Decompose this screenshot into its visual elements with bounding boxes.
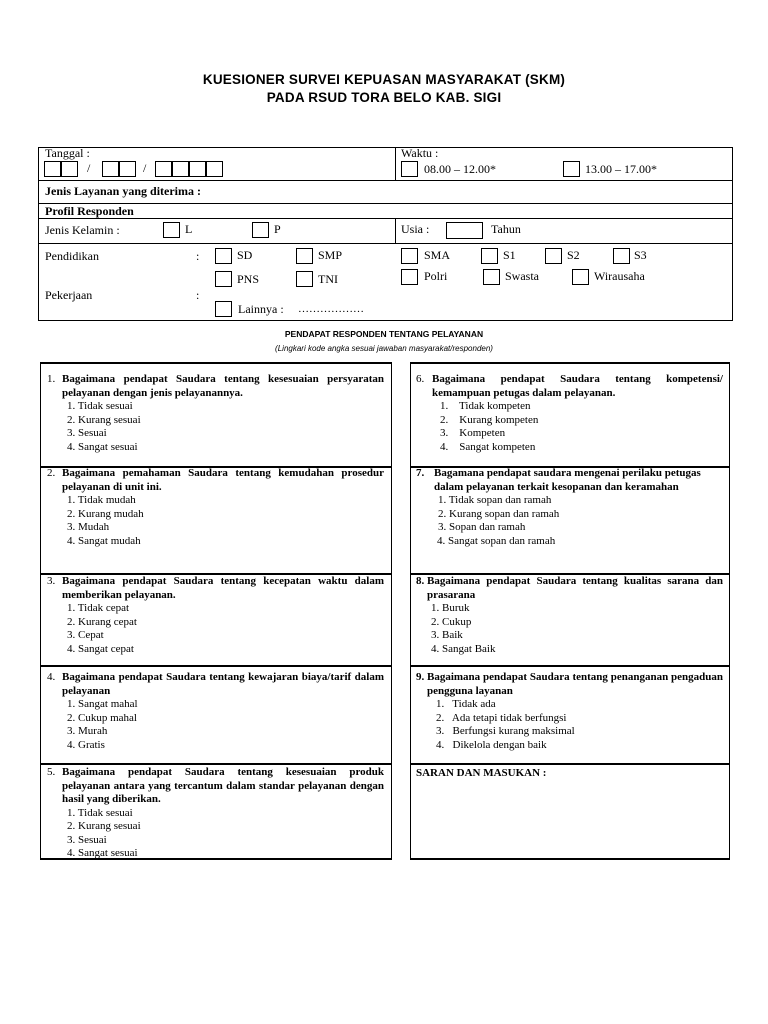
pekerjaan-option: Swasta — [505, 269, 539, 283]
usia-unit: Tahun — [491, 222, 521, 236]
pendidikan-s3-checkbox[interactable] — [613, 248, 630, 264]
question-number: 7. — [416, 467, 425, 479]
question-1 — [47, 373, 384, 454]
answer-option[interactable]: 1. Sangat mahal — [67, 698, 138, 710]
pekerjaan-swasta-checkbox[interactable] — [483, 269, 500, 285]
answer-option[interactable]: 3. Sesuai — [67, 833, 107, 846]
answer-option[interactable]: 2. Cukup mahal — [67, 711, 137, 724]
date-year-box-4[interactable] — [206, 161, 223, 177]
pendidikan-option: SMA — [424, 248, 451, 262]
answer-option[interactable]: 3. Berfungsi kurang maksimal — [436, 725, 575, 737]
gender-l-label: L — [185, 222, 193, 236]
form-title-line1: KUESIONER SURVEI KEPUASAN MASYARAKAT (SKM) — [202, 72, 566, 87]
answer-option[interactable]: 2. Kurang cepat — [67, 615, 137, 628]
question-9 — [416, 671, 723, 752]
answer-option[interactable]: 1. Tidak mudah — [67, 494, 136, 506]
pekerjaan-lainnya-checkbox[interactable] — [215, 301, 232, 317]
question-6 — [416, 373, 723, 454]
pendidikan-option: S2 — [567, 248, 580, 262]
answer-option[interactable]: 1. Buruk — [431, 602, 470, 614]
date-year-box-2[interactable] — [172, 161, 189, 177]
gender-p-checkbox[interactable] — [252, 222, 269, 238]
usia-label: Usia : — [401, 222, 430, 236]
pendidikan-sd-checkbox[interactable] — [215, 248, 232, 264]
date-month-box-1[interactable] — [102, 161, 119, 177]
jenis-kelamin-label: Jenis Kelamin : — [45, 223, 120, 237]
answer-option[interactable]: 4. Sangat sopan dan ramah — [437, 534, 556, 547]
question-3 — [47, 575, 384, 656]
question-number: 2. — [47, 467, 56, 479]
answer-option[interactable]: 3. Sesuai — [67, 427, 107, 439]
pendidikan-smp-checkbox[interactable] — [296, 248, 313, 264]
question-7 — [416, 467, 706, 548]
question-text: Bagaimana pendapat Saudara tentang penanganan pengaduan pengguna layanan — [427, 671, 723, 697]
pendidikan-sma-checkbox[interactable] — [401, 248, 418, 264]
answer-option[interactable]: 1. Tidak sopan dan ramah — [438, 494, 552, 506]
answer-option[interactable]: 3. Sopan dan ramah — [438, 521, 526, 533]
question-5 — [47, 766, 384, 861]
pendidikan-label: Pendidikan — [45, 249, 99, 263]
date-year-box-3[interactable] — [189, 161, 206, 177]
waktu-option-2: 13.00 – 17.00* — [585, 162, 657, 176]
pendidikan-option: SD — [237, 248, 253, 262]
pekerjaan-option: Polri — [424, 269, 448, 283]
question-number: 8. — [416, 575, 425, 587]
answer-option[interactable]: 3. Mudah — [67, 521, 110, 533]
question-text: Bagaimana pendapat Saudara tentang kesesuaian persyaratan pelayanan dengan jenis pelayanannya. — [62, 373, 384, 399]
question-4 — [47, 671, 384, 752]
question-8 — [416, 575, 723, 656]
answer-option[interactable]: 1. Tidak sesuai — [67, 806, 133, 819]
question-text: Bagaimana pendapat Saudara tentang kualitas sarana dan prasarana — [427, 575, 723, 601]
usia-input[interactable] — [446, 222, 483, 239]
date-month-box-2[interactable] — [119, 161, 136, 177]
answer-option[interactable]: 4. Sangat sesuai — [67, 847, 138, 859]
question-text: Bagaimana pendapat Saudara tentang kewajaran biaya/tarif dalam pelayanan — [62, 671, 384, 697]
lainnya-label: Lainnya : — [238, 302, 284, 316]
question-text: Bagaimana pendapat Saudara tentang kecepatan waktu dalam memberikan pelayanan. — [62, 575, 384, 601]
date-separator: / — [143, 161, 147, 175]
answer-option[interactable]: 4. Sangat sesuai — [67, 440, 138, 453]
answer-option[interactable]: 2. Kurang sesuai — [67, 413, 141, 426]
question-number: 6. — [416, 373, 425, 385]
saran-masukan-label: SARAN DAN MASUKAN : — [416, 767, 547, 779]
waktu-checkbox-1[interactable] — [401, 161, 418, 177]
tanggal-label: Tanggal : — [45, 146, 90, 160]
gender-l-checkbox[interactable] — [163, 222, 180, 238]
pendidikan-option: S3 — [634, 248, 647, 262]
answer-option[interactable]: 1. Tidak ada — [436, 698, 496, 710]
date-day-box-1[interactable] — [44, 161, 61, 177]
waktu-option-1: 08.00 – 12.00* — [424, 162, 496, 176]
answer-option[interactable]: 2. Cukup — [431, 615, 472, 628]
question-text: Bagaimana pemahaman Saudara tentang kemudahan prosedur pelayanan di unit ini. — [62, 467, 384, 493]
answer-option[interactable]: 3. Kompeten — [440, 427, 506, 439]
answer-option[interactable]: 3. Cepat — [67, 629, 104, 641]
answer-option[interactable]: 2. Kurang mudah — [67, 507, 144, 520]
pendidikan-s1-checkbox[interactable] — [481, 248, 498, 264]
answer-option[interactable]: 4. Sangat Baik — [431, 642, 496, 655]
answer-option[interactable]: 1. Tidak cepat — [67, 602, 130, 614]
question-2 — [47, 467, 384, 548]
question-number: 4. — [47, 671, 56, 683]
pendidikan-option: S1 — [503, 248, 516, 262]
pekerjaan-wirausaha-checkbox[interactable] — [572, 269, 589, 285]
date-year-box-1[interactable] — [155, 161, 172, 177]
waktu-checkbox-2[interactable] — [563, 161, 580, 177]
date-separator: / — [87, 161, 91, 175]
answer-option[interactable]: 4. Gratis — [67, 738, 105, 751]
pekerjaan-polri-checkbox[interactable] — [401, 269, 418, 285]
pekerjaan-option: PNS — [237, 272, 260, 286]
section-instruction: (Lingkari kode angka sesuai jawaban masyarakat/responden) — [275, 344, 493, 353]
question-text: Bagaimana pendapat Saudara tentang kompetensi/ kemampuan petugas dalam pelayanan. — [432, 373, 723, 399]
section-heading: PENDAPAT RESPONDEN TENTANG PELAYANAN — [284, 329, 484, 339]
profil-responden-label: Profil Responden — [45, 204, 134, 218]
pekerjaan-label: Pekerjaan — [45, 288, 93, 302]
question-number: 5. — [47, 766, 56, 778]
question-text: Bagamana pendapat saudara mengenai perilaku petugas dalam pelayanan terkait kesopanan dan keramahan — [434, 467, 701, 493]
pendidikan-option: SMP — [318, 248, 343, 262]
pekerjaan-colon: : — [196, 288, 200, 302]
answer-option[interactable]: 2. Kurang sesuai — [67, 820, 141, 832]
pekerjaan-option: Wirausaha — [594, 269, 645, 283]
pekerjaan-tni-checkbox[interactable] — [296, 271, 313, 287]
date-day-box-2[interactable] — [61, 161, 78, 177]
question-number: 3. — [47, 575, 56, 587]
question-number: 1. — [47, 373, 56, 385]
answer-option[interactable]: 4. Sangat mudah — [67, 534, 141, 547]
waktu-label: Waktu : — [401, 146, 439, 160]
answer-option[interactable]: 1. Tidak sesuai — [67, 400, 133, 412]
answer-option[interactable]: 1. Tidak kompeten — [440, 400, 531, 412]
question-text: Bagaimana pendapat Saudara tentang kesesuaian produk pelayanan antara yang tercantum dalam standar pelayanan dengan hasil yang diberikan. — [62, 766, 384, 805]
question-number: 9. — [416, 671, 425, 683]
pendidikan-colon: : — [196, 249, 200, 263]
pendidikan-s2-checkbox[interactable] — [545, 248, 562, 264]
answer-option[interactable]: 4. Dikelola dengan baik — [436, 738, 547, 751]
answer-option[interactable]: 4. Sangat kompeten — [440, 440, 536, 453]
answer-option[interactable]: 3. Murah — [67, 725, 108, 737]
pekerjaan-option: TNI — [318, 272, 338, 286]
answer-option[interactable]: 4. Sangat cepat — [67, 642, 134, 655]
answer-option[interactable]: 2. Ada tetapi tidak berfungsi — [436, 711, 567, 724]
pekerjaan-pns-checkbox[interactable] — [215, 271, 232, 287]
form-title-line2: PADA RSUD TORA BELO KAB. SIGI — [266, 90, 502, 105]
lainnya-dots: ……………… — [298, 303, 364, 315]
gender-p-label: P — [274, 222, 281, 236]
jenis-layanan-label: Jenis Layanan yang diterima : — [45, 184, 202, 198]
answer-option[interactable]: 2. Kurang kompeten — [440, 413, 539, 426]
answer-option[interactable]: 3. Baik — [431, 629, 463, 641]
answer-option[interactable]: 2. Kurang sopan dan ramah — [438, 507, 560, 520]
saran-masukan-input[interactable] — [414, 782, 726, 856]
